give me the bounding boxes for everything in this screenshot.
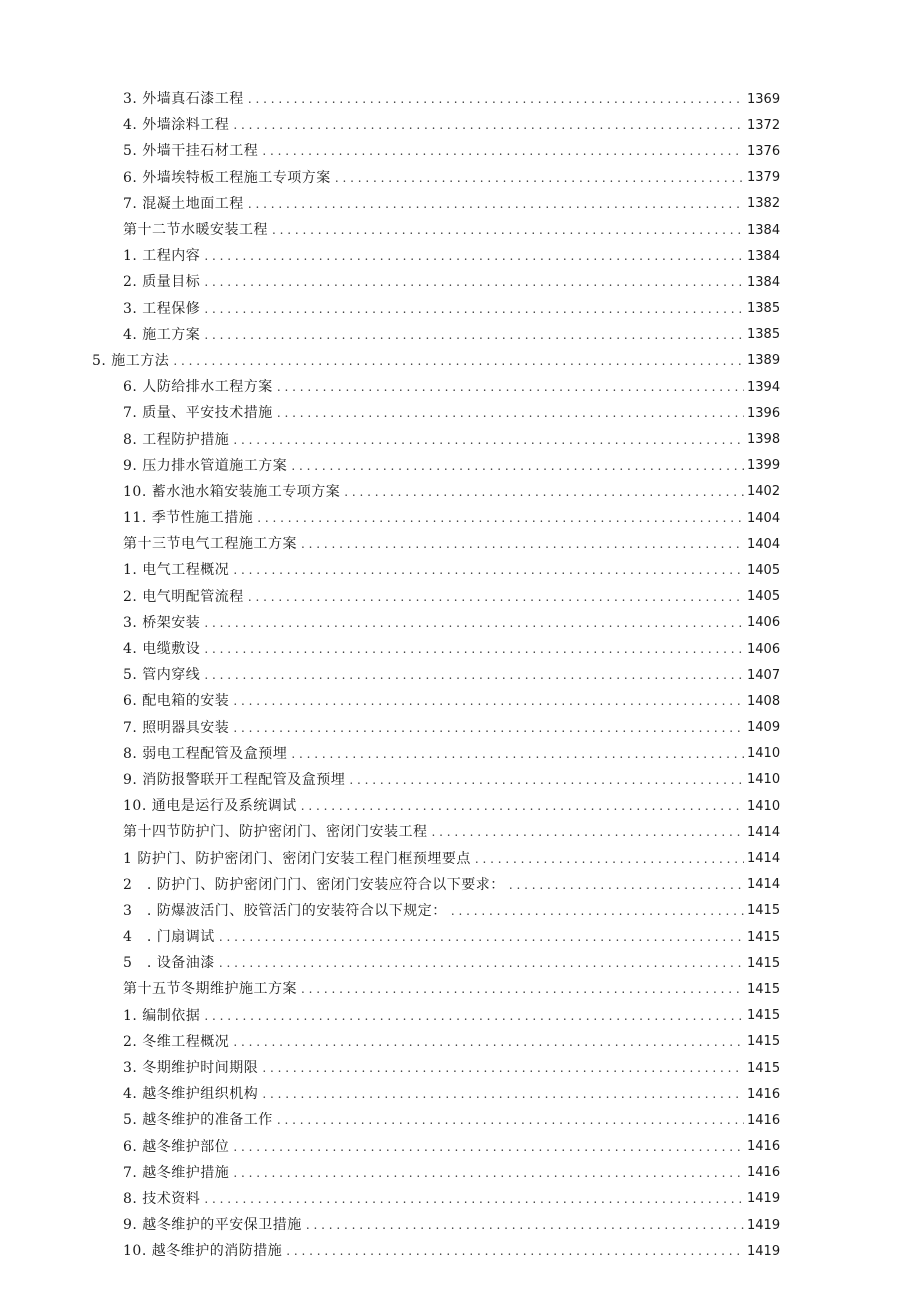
- toc-entry[interactable]: [0, 86, 920, 112]
- toc-entry-label: 11. 季节性施工措施: [123, 510, 254, 527]
- toc-entry-page-number: 1369: [747, 91, 781, 107]
- toc-entry[interactable]: [0, 296, 920, 322]
- toc-entry[interactable]: [0, 872, 920, 898]
- toc-entry-label: 第十二节水暖安装工程: [123, 222, 268, 239]
- toc-entry-page-number: 1406: [747, 641, 781, 657]
- toc-entry[interactable]: [0, 505, 920, 531]
- toc-entry[interactable]: [0, 400, 920, 426]
- toc-entry-label: 5. 管内穿线: [123, 667, 201, 684]
- dot-leader: [301, 983, 744, 995]
- dot-leader: [349, 774, 744, 786]
- toc-entry-page-number: 1379: [747, 170, 781, 186]
- toc-entry[interactable]: [0, 1029, 920, 1055]
- dot-leader: [233, 1036, 744, 1048]
- toc-entry-page-number: 1376: [747, 143, 781, 159]
- toc-entry-page-number: 1419: [747, 1243, 781, 1259]
- toc-entry[interactable]: [0, 217, 920, 243]
- toc-entry[interactable]: [0, 976, 920, 1002]
- toc-entry-label: 10. 通电是运行及系统调试: [123, 798, 297, 815]
- toc-entry-page-number: 1415: [747, 1034, 781, 1050]
- toc-entry-label: 9. 越冬维护的平安保卫措施: [123, 1217, 302, 1234]
- dot-leader: [344, 486, 744, 498]
- toc-entry-page-number: 1408: [747, 693, 781, 709]
- toc-entry-page-number: 1419: [747, 1191, 781, 1207]
- toc-entry-label: 10. 蓄水池水箱安装施工专项方案: [123, 483, 341, 500]
- dot-leader: [204, 329, 744, 341]
- dot-leader: [233, 722, 744, 734]
- dot-leader: [277, 407, 744, 419]
- dot-leader: [204, 1010, 744, 1022]
- toc-entry-page-number: 1382: [747, 196, 781, 212]
- toc-entry[interactable]: [0, 636, 920, 662]
- dot-leader: [219, 957, 744, 969]
- toc-entry-page-number: 1415: [747, 929, 781, 945]
- toc-entry-page-number: 1410: [747, 772, 781, 788]
- toc-entry-page-number: 1419: [747, 1217, 781, 1233]
- toc-entry[interactable]: [0, 243, 920, 269]
- dot-leader: [219, 931, 744, 943]
- toc-entry[interactable]: [0, 269, 920, 295]
- toc-entry[interactable]: [0, 688, 920, 714]
- toc-entry-page-number: 1384: [747, 274, 781, 290]
- table-of-contents: [0, 86, 920, 1264]
- toc-entry-page-number: 1415: [747, 981, 781, 997]
- toc-entry[interactable]: [0, 845, 920, 871]
- toc-entry[interactable]: [0, 584, 920, 610]
- toc-entry-page-number: 1389: [747, 353, 781, 369]
- toc-entry-label: 2 . 防护门、防护密闭门门、密闭门安装应符合以下要求：: [123, 876, 505, 893]
- toc-entry-label: 5. 外墙干挂石材工程: [123, 143, 259, 160]
- dot-leader: [272, 224, 744, 236]
- toc-entry-label: 1 防护门、防护密闭门、密闭门安装工程门框预埋要点: [123, 850, 471, 867]
- toc-entry-label: 4. 电缆敷设: [123, 641, 201, 658]
- toc-entry[interactable]: [0, 165, 920, 191]
- dot-leader: [233, 1167, 744, 1179]
- dot-leader: [509, 879, 744, 891]
- toc-entry-label: 2. 电气明配管流程: [123, 588, 244, 605]
- dot-leader: [173, 355, 744, 367]
- toc-entry[interactable]: [0, 1134, 920, 1160]
- toc-entry[interactable]: [0, 610, 920, 636]
- toc-entry[interactable]: [0, 138, 920, 164]
- toc-entry-page-number: 1416: [747, 1086, 781, 1102]
- toc-entry-page-number: 1404: [747, 510, 781, 526]
- toc-entry-label: 4. 施工方案: [123, 326, 201, 343]
- toc-entry-page-number: 1405: [747, 562, 781, 578]
- toc-entry[interactable]: [0, 1055, 920, 1081]
- toc-entry-label: 7. 照明器具安装: [123, 719, 230, 736]
- toc-entry-page-number: 1405: [747, 589, 781, 605]
- dot-leader: [262, 1088, 744, 1100]
- toc-entry-page-number: 1415: [747, 1060, 781, 1076]
- toc-entry-label: 3 . 防爆波活门、胶管活门的安装符合以下规定：: [123, 902, 447, 919]
- toc-entry[interactable]: [0, 715, 920, 741]
- toc-entry[interactable]: [0, 322, 920, 348]
- toc-entry-page-number: 1414: [747, 851, 781, 867]
- toc-entry[interactable]: [0, 1160, 920, 1186]
- toc-entry-label: 6. 外墙埃特板工程施工专项方案: [123, 169, 331, 186]
- toc-entry[interactable]: [0, 1081, 920, 1107]
- toc-entry-label: 5 . 设备油漆: [123, 955, 215, 972]
- toc-entry-label: 9. 压力排水管道施工方案: [123, 457, 288, 474]
- toc-entry-page-number: 1384: [747, 222, 781, 238]
- toc-entry-label: 8. 工程防护措施: [123, 431, 230, 448]
- dot-leader: [233, 695, 744, 707]
- toc-entry-page-number: 1416: [747, 1112, 781, 1128]
- toc-entry-page-number: 1398: [747, 432, 781, 448]
- dot-leader: [204, 303, 744, 315]
- dot-leader: [233, 564, 744, 576]
- toc-entry-page-number: 1407: [747, 667, 781, 683]
- dot-leader: [432, 826, 745, 838]
- toc-entry-page-number: 1402: [747, 484, 781, 500]
- toc-entry-page-number: 1396: [747, 405, 781, 421]
- toc-entry-label: 2. 质量目标: [123, 274, 201, 291]
- toc-entry-page-number: 1415: [747, 903, 781, 919]
- toc-entry-page-number: 1404: [747, 536, 781, 552]
- toc-entry-label: 1. 电气工程概况: [123, 562, 230, 579]
- toc-entry-label: 6. 配电箱的安装: [123, 693, 230, 710]
- toc-entry-page-number: 1385: [747, 327, 781, 343]
- toc-entry[interactable]: [0, 1186, 920, 1212]
- toc-entry-label: 5. 施工方法: [92, 352, 170, 369]
- dot-leader: [301, 800, 744, 812]
- toc-entry[interactable]: [0, 531, 920, 557]
- toc-entry[interactable]: [0, 793, 920, 819]
- dot-leader: [204, 643, 744, 655]
- toc-entry-label: 1. 工程内容: [123, 248, 201, 265]
- toc-entry-page-number: 1399: [747, 458, 781, 474]
- toc-entry-label: 7. 质量、平安技术措施: [123, 405, 273, 422]
- dot-leader: [335, 172, 744, 184]
- toc-entry[interactable]: [0, 1212, 920, 1238]
- toc-entry-page-number: 1416: [747, 1165, 781, 1181]
- dot-leader: [248, 591, 744, 603]
- toc-entry-label: 6. 人防给排水工程方案: [123, 379, 273, 396]
- dot-leader: [204, 617, 744, 629]
- dot-leader: [451, 905, 744, 917]
- toc-entry-label: 7. 混凝土地面工程: [123, 195, 244, 212]
- toc-entry-label: 8. 弱电工程配管及盒预埋: [123, 745, 288, 762]
- toc-entry[interactable]: [0, 479, 920, 505]
- toc-entry[interactable]: [0, 191, 920, 217]
- toc-entry-label: 9. 消防报警联开工程配管及盒预埋: [123, 771, 346, 788]
- toc-entry-label: 7. 越冬维护措施: [123, 1164, 230, 1181]
- dot-leader: [257, 512, 744, 524]
- toc-entry-page-number: 1410: [747, 798, 781, 814]
- toc-entry[interactable]: [0, 662, 920, 688]
- dot-leader: [306, 1219, 744, 1231]
- toc-entry-page-number: 1415: [747, 955, 781, 971]
- toc-entry-label: 4. 越冬维护组织机构: [123, 1086, 259, 1103]
- dot-leader: [204, 669, 744, 681]
- toc-entry[interactable]: [0, 374, 920, 400]
- toc-entry-page-number: 1384: [747, 248, 781, 264]
- dot-leader: [204, 250, 744, 262]
- dot-leader: [262, 1062, 744, 1074]
- toc-entry-page-number: 1406: [747, 615, 781, 631]
- toc-entry-label: 6. 越冬维护部位: [123, 1138, 230, 1155]
- dot-leader: [277, 381, 744, 393]
- toc-entry-label: 10. 越冬维护的消防措施: [123, 1243, 283, 1260]
- toc-entry-page-number: 1415: [747, 1008, 781, 1024]
- toc-entry-label: 第十三节电气工程施工方案: [123, 536, 297, 553]
- toc-entry-page-number: 1414: [747, 877, 781, 893]
- toc-entry-page-number: 1409: [747, 720, 781, 736]
- toc-entry[interactable]: [0, 741, 920, 767]
- dot-leader: [233, 1141, 744, 1153]
- toc-entry[interactable]: [0, 819, 920, 845]
- toc-entry[interactable]: [0, 898, 920, 924]
- toc-entry-page-number: 1385: [747, 301, 781, 317]
- dot-leader: [277, 1114, 744, 1126]
- toc-entry[interactable]: [0, 1107, 920, 1133]
- toc-entry-label: 第十五节冬期维护施工方案: [123, 981, 297, 998]
- toc-entry-label: 4. 外墙涂料工程: [123, 117, 230, 134]
- toc-entry[interactable]: [0, 453, 920, 479]
- toc-entry[interactable]: [0, 1003, 920, 1029]
- toc-entry-label: 3. 外墙真石漆工程: [123, 91, 244, 108]
- dot-leader: [301, 538, 744, 550]
- toc-entry-page-number: 1414: [747, 824, 781, 840]
- toc-entry[interactable]: [0, 1238, 920, 1264]
- toc-entry[interactable]: [0, 557, 920, 583]
- toc-entry[interactable]: [0, 950, 920, 976]
- dot-leader: [291, 460, 744, 472]
- toc-entry[interactable]: [0, 426, 920, 452]
- toc-entry[interactable]: [0, 348, 920, 374]
- toc-entry-page-number: 1410: [747, 746, 781, 762]
- dot-leader: [248, 198, 744, 210]
- toc-entry[interactable]: [0, 924, 920, 950]
- dot-leader: [233, 434, 744, 446]
- dot-leader: [233, 119, 744, 131]
- dot-leader: [204, 276, 744, 288]
- toc-entry-label: 3. 桥架安装: [123, 614, 201, 631]
- toc-entry-label: 2. 冬维工程概况: [123, 1033, 230, 1050]
- dot-leader: [204, 1193, 744, 1205]
- toc-entry-label: 4 . 门扇调试: [123, 929, 215, 946]
- dot-leader: [475, 853, 744, 865]
- dot-leader: [291, 748, 744, 760]
- toc-entry[interactable]: [0, 767, 920, 793]
- toc-entry[interactable]: [0, 112, 920, 138]
- toc-entry-label: 8. 技术资料: [123, 1190, 201, 1207]
- toc-entry-label: 1. 编制依据: [123, 1007, 201, 1024]
- dot-leader: [286, 1245, 744, 1257]
- toc-entry-page-number: 1372: [747, 117, 781, 133]
- toc-entry-page-number: 1416: [747, 1139, 781, 1155]
- toc-entry-page-number: 1394: [747, 379, 781, 395]
- toc-entry-label: 3. 冬期维护时间期限: [123, 1060, 259, 1077]
- dot-leader: [262, 145, 744, 157]
- dot-leader: [248, 93, 744, 105]
- toc-entry-label: 3. 工程保修: [123, 300, 201, 317]
- toc-entry-label: 第十四节防护门、防护密闭门、密闭门安装工程: [123, 824, 428, 841]
- toc-entry-label: 5. 越冬维护的准备工作: [123, 1112, 273, 1129]
